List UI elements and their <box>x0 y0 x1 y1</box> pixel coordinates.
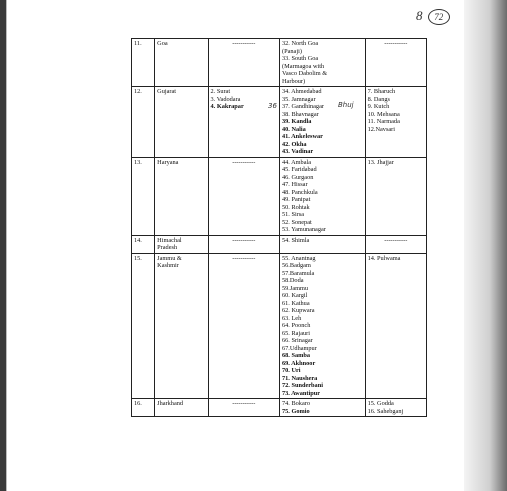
empty-dash: ----------- <box>384 236 408 244</box>
handwritten-note: Bhuj <box>338 101 354 109</box>
page-border <box>6 0 7 491</box>
column-5-entry: 15. Godda <box>367 400 394 407</box>
column-5-entry: 10. Mehsana <box>367 110 400 118</box>
district-entry: 58.Doda <box>282 277 304 284</box>
district-entry: 38. Bhavnagar <box>282 110 319 118</box>
district-entry: 74. Bokaro <box>282 400 310 407</box>
district-entry: 44. Ambala <box>282 158 312 166</box>
table-row <box>132 157 427 235</box>
state-name: Pradesh <box>157 244 178 251</box>
folio-handwritten-mark: 8 <box>416 8 423 23</box>
state-cell <box>155 235 208 253</box>
serial-number: 12. <box>134 88 142 95</box>
district-entry: 37. Gandhinagar <box>282 103 324 110</box>
district-entry: 51. Sirsa <box>282 211 305 218</box>
state-cell <box>155 253 208 399</box>
state-name: Haryana <box>157 158 179 166</box>
column-3-cell <box>208 87 279 158</box>
district-entry: 75. Gomio <box>282 407 310 415</box>
serial-cell <box>132 157 155 235</box>
district-entry: 33. South Goa <box>282 55 319 62</box>
district-entry: 43. Vadinar <box>282 148 314 155</box>
column-3-cell <box>208 39 279 87</box>
district-entry: Vasco Dabolim & <box>282 70 328 77</box>
column-5-entry: 12.Navsari <box>367 125 396 133</box>
district-entry: 63. Leh <box>282 314 302 322</box>
state-name: Himachal <box>157 236 182 244</box>
state-cell <box>155 399 208 417</box>
serial-number: 11. <box>134 40 142 47</box>
column-5-cell <box>365 235 426 253</box>
column-5-entry: 14. Pulwama <box>367 254 401 262</box>
district-entry: 69. Akhnoor <box>282 359 316 367</box>
district-entry: 71. Naushera <box>282 374 318 382</box>
scan-edge <box>464 0 507 491</box>
column-5-cell <box>365 253 426 399</box>
column-3-entry: 2. Surat <box>210 88 231 95</box>
column-3-entry: 4. Kakrapar <box>210 103 244 110</box>
column-3-cell <box>208 235 279 253</box>
column-5-entry: 13. Jhajjar <box>367 158 394 166</box>
district-entry: 64. Poonch <box>282 322 311 329</box>
folio-number: 72 <box>428 9 450 25</box>
district-entry: 45. Faridabad <box>282 166 317 173</box>
district-entry: Harbour) <box>282 77 306 85</box>
state-cell <box>155 87 208 158</box>
district-entry: 55. Anantnag <box>282 254 316 262</box>
state-name: Jammu & <box>157 254 182 262</box>
district-entry: 66. Srinagar <box>282 337 313 344</box>
district-entry: 49. Panipat <box>282 196 311 203</box>
serial-number: 16. <box>134 400 142 407</box>
district-entry: 35. Jamnagar <box>282 95 316 103</box>
district-cell <box>280 87 366 158</box>
column-5-cell <box>365 157 426 235</box>
district-entry: 41. Ankeleswar <box>282 133 323 140</box>
state-name: Goa <box>157 40 168 47</box>
district-cell <box>280 157 366 235</box>
state-cell <box>155 157 208 235</box>
district-entry: 53. Yamunanagar <box>282 226 326 233</box>
folio-mark <box>416 8 450 25</box>
serial-cell <box>132 235 155 253</box>
serial-cell <box>132 87 155 158</box>
table-row <box>132 399 427 417</box>
column-5-entry: 8. Dangs <box>367 95 390 103</box>
serial-cell <box>132 39 155 87</box>
district-entry: 32. North Goa <box>282 40 319 47</box>
district-entry: 48. Panchkula <box>282 188 318 196</box>
serial-number: 13. <box>134 158 142 166</box>
column-3-cell <box>208 157 279 235</box>
district-entry: 59.Jammu <box>282 284 309 292</box>
district-entry: 67.Udhampur <box>282 344 317 352</box>
district-entry: 46. Gurgaon <box>282 173 314 181</box>
district-entry: 62. Kupwara <box>282 307 315 314</box>
state-district-table <box>131 38 427 417</box>
serial-number: 14. <box>134 236 142 244</box>
serial-cell <box>132 399 155 417</box>
empty-dash: ----------- <box>232 158 256 166</box>
district-entry: 72. Sunderbani <box>282 382 323 389</box>
column-5-cell <box>365 87 426 158</box>
column-5-entry: 7. Bharuch <box>367 88 396 95</box>
district-entry: 65. Rajauri <box>282 329 310 337</box>
state-name: Jharkhand <box>157 400 184 407</box>
margin-note: 36 <box>268 102 277 110</box>
table-row <box>132 253 427 399</box>
empty-dash: ----------- <box>384 40 408 47</box>
district-entry: 34. Ahmedabad <box>282 88 322 95</box>
column-5-entry: 11. Narmada <box>367 118 400 125</box>
column-5-cell <box>365 399 426 417</box>
district-entry: 60. Kargil <box>282 292 308 299</box>
district-entry: 40. Nalia <box>282 125 306 133</box>
column-5-cell <box>365 39 426 87</box>
district-entry: 57.Baramula <box>282 269 315 277</box>
column-5-entry: 16. Sahebganj <box>367 407 404 415</box>
state-name: Kashmir <box>157 262 179 269</box>
table-row <box>132 235 427 253</box>
table-row <box>132 39 427 87</box>
district-entry: 52. Sonepat <box>282 218 312 226</box>
district-entry: 54. Shimla <box>282 236 310 244</box>
district-entry: 68. Samba <box>282 352 310 359</box>
table-row <box>132 87 427 158</box>
serial-number: 15. <box>134 254 142 262</box>
district-cell <box>280 39 366 87</box>
empty-dash: ----------- <box>232 236 256 244</box>
district-entry: 50. Rohtak <box>282 203 310 211</box>
district-cell <box>280 253 366 399</box>
district-entry: (Panaji) <box>282 47 302 55</box>
empty-dash: ----------- <box>232 40 256 47</box>
column-3-entry: 3. Vadodara <box>210 95 241 103</box>
column-3-cell <box>208 253 279 399</box>
column-3-cell <box>208 399 279 417</box>
district-cell <box>280 235 366 253</box>
district-entry: 42. Okha <box>282 140 307 148</box>
serial-cell <box>132 253 155 399</box>
district-entry: 70. Uri <box>282 367 301 374</box>
state-name: Gujarat <box>157 88 177 95</box>
district-entry: 47. Hissar <box>282 181 308 188</box>
empty-dash: ----------- <box>232 400 256 407</box>
district-entry: (Marmagoa with <box>282 62 325 70</box>
state-cell <box>155 39 208 87</box>
district-entry: 73. Awantipur <box>282 389 321 397</box>
district-cell <box>280 399 366 417</box>
district-entry: 39. Kandla <box>282 118 312 125</box>
empty-dash: ----------- <box>232 254 256 262</box>
column-5-entry: 9. Kutch <box>367 103 390 110</box>
district-entry: 61. Kathua <box>282 299 310 307</box>
district-entry: 56.Badgam <box>282 262 311 269</box>
